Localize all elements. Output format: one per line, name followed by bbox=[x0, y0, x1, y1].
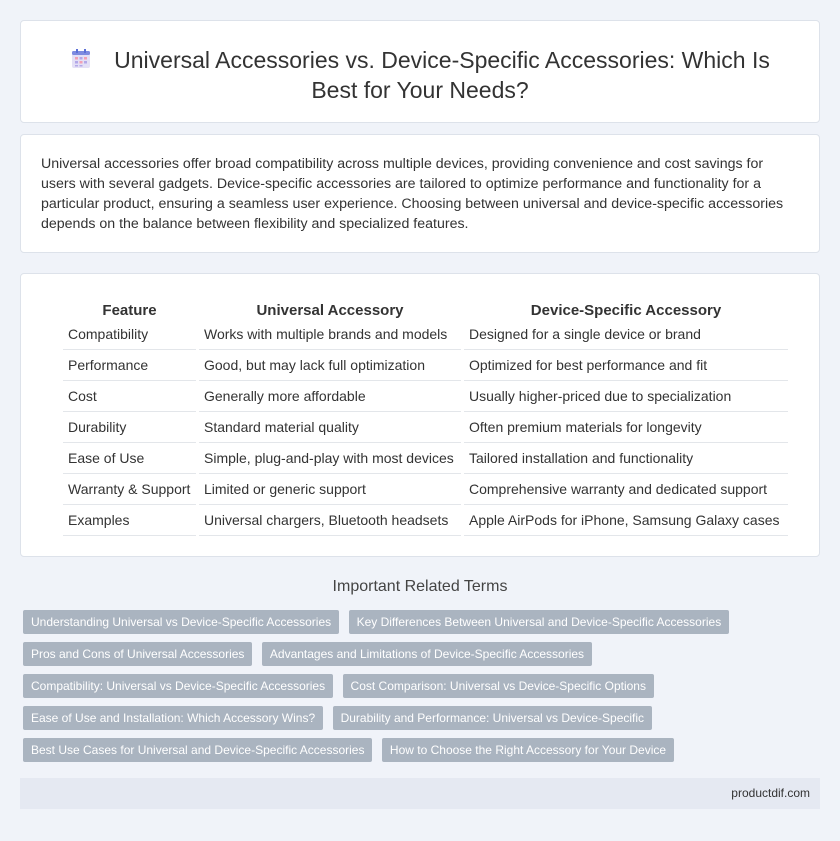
intro-card bbox=[20, 134, 820, 253]
universal-cell: Good, but may lack full optimization bbox=[199, 350, 461, 381]
related-terms-heading: Important Related Terms bbox=[332, 578, 508, 595]
comparison-card bbox=[20, 273, 820, 557]
table-row bbox=[63, 443, 788, 474]
related-term-link[interactable]: Cost Comparison: Universal vs Device-Specific Options bbox=[343, 674, 654, 698]
table-row bbox=[63, 505, 788, 536]
footer bbox=[20, 778, 820, 809]
device-specific-cell: Comprehensive warranty and dedicated support bbox=[464, 474, 788, 505]
device-specific-cell: Designed for a single device or brand bbox=[464, 319, 788, 350]
related-term-link[interactable]: Understanding Universal vs Device-Specific Accessories bbox=[23, 610, 339, 634]
feature-cell: Examples bbox=[63, 505, 196, 536]
universal-cell: Universal chargers, Bluetooth headsets bbox=[199, 505, 461, 536]
device-specific-cell: Optimized for best performance and fit bbox=[464, 350, 788, 381]
intro-text: Universal accessories offer broad compatibility across multiple devices, providing convenience and cost savings for users with several gadgets. Device-specific accessories are tailored to optimize performance and functionality for a particular product, ensuring a seamless user experience. Choosing between universal and device-specific accessories depends on the balance between flexibility and specialized features. bbox=[41, 156, 784, 232]
universal-cell: Works with multiple brands and models bbox=[199, 319, 461, 350]
feature-cell: Cost bbox=[63, 381, 196, 412]
table-header-row bbox=[63, 295, 788, 319]
device-specific-cell: Often premium materials for longevity bbox=[464, 412, 788, 443]
related-term-link[interactable]: Pros and Cons of Universal Accessories bbox=[23, 642, 252, 666]
related-term-link[interactable]: Durability and Performance: Universal vs Device-Specific bbox=[333, 706, 652, 730]
related-term-link[interactable]: Best Use Cases for Universal and Device-Specific Accessories bbox=[23, 738, 372, 762]
page-title: Universal Accessories vs. Device-Specific Accessories: Which Is Best for Your Needs? bbox=[114, 47, 770, 103]
feature-cell: Performance bbox=[63, 350, 196, 381]
feature-cell: Ease of Use bbox=[63, 443, 196, 474]
related-term-link[interactable]: Advantages and Limitations of Device-Specific Accessories bbox=[262, 642, 592, 666]
table-row bbox=[63, 319, 788, 350]
table-row bbox=[63, 412, 788, 443]
feature-cell: Warranty & Support bbox=[63, 474, 196, 505]
calendar-grid-icon bbox=[70, 47, 92, 69]
related-terms-list bbox=[23, 610, 813, 770]
page-title-wrap bbox=[21, 45, 819, 105]
table-row bbox=[63, 381, 788, 412]
related-term-link[interactable]: Ease of Use and Installation: Which Accessory Wins? bbox=[23, 706, 323, 730]
feature-cell: Durability bbox=[63, 412, 196, 443]
header-card bbox=[20, 20, 820, 123]
comparison-table bbox=[63, 295, 788, 536]
device-specific-cell: Tailored installation and functionality bbox=[464, 443, 788, 474]
footer-site-link[interactable]: productdif.com bbox=[731, 786, 810, 800]
related-term-link[interactable]: Compatibility: Universal vs Device-Specific Accessories bbox=[23, 674, 333, 698]
device-specific-cell: Usually higher-priced due to specialization bbox=[464, 381, 788, 412]
related-term-link[interactable]: How to Choose the Right Accessory for Your Device bbox=[382, 738, 674, 762]
feature-cell: Compatibility bbox=[63, 319, 196, 350]
header-device-specific: Device-Specific Accessory bbox=[530, 302, 722, 319]
universal-cell: Simple, plug-and-play with most devices bbox=[199, 443, 461, 474]
header-feature: Feature bbox=[102, 302, 157, 319]
related-term-link[interactable]: Key Differences Between Universal and Device-Specific Accessories bbox=[349, 610, 730, 634]
table-row bbox=[63, 350, 788, 381]
universal-cell: Generally more affordable bbox=[199, 381, 461, 412]
header-universal: Universal Accessory bbox=[256, 302, 404, 319]
universal-cell: Standard material quality bbox=[199, 412, 461, 443]
universal-cell: Limited or generic support bbox=[199, 474, 461, 505]
device-specific-cell: Apple AirPods for iPhone, Samsung Galaxy cases bbox=[464, 505, 788, 536]
table-row bbox=[63, 474, 788, 505]
